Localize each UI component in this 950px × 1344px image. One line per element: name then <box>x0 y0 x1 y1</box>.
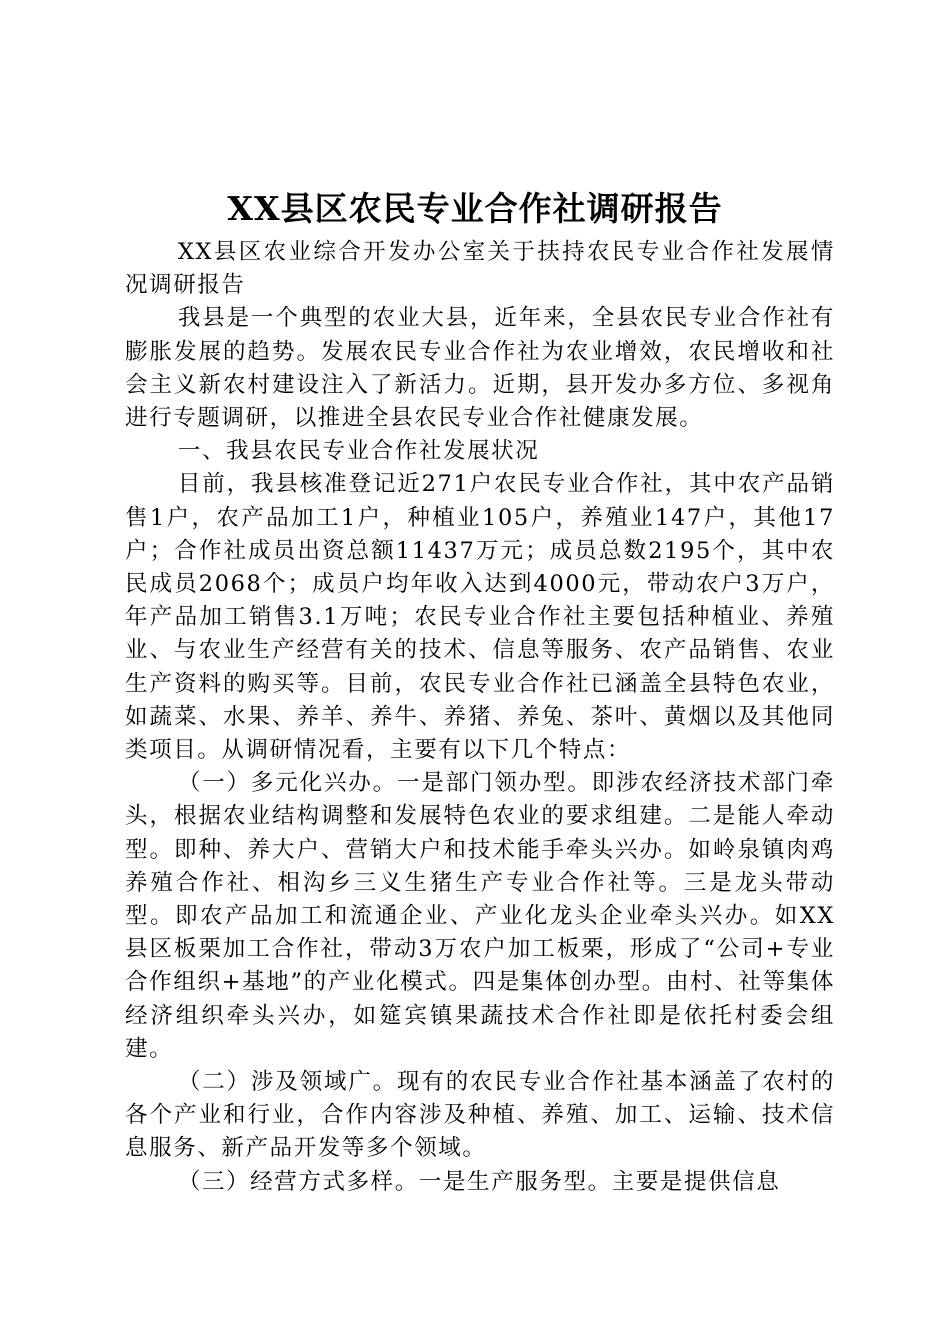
paragraph-intro: 我县是一个典型的农业大县，近年来，全县农民专业合作社有膨胀发展的趋势。发展农民专业合作社为农业增效，农民增收和社会主义新农村建设注入了新活力。近期，县开发办多方位、多视角进行专题调研，以推进全县农民专业合作社健康发展。 <box>125 305 835 432</box>
paragraph-feature-2: （二）涉及领域广。现有的农民专业合作社基本涵盖了农村的各个产业和行业，合作内容涉及种植、养殖、加工、运输、技术信息服务、新产品开发等多个领域。 <box>125 1069 835 1162</box>
document-title: XX县区农民专业合作社调研报告 <box>227 189 723 228</box>
document-body <box>125 236 835 1199</box>
section-heading-1: 一、我县农民专业合作社发展状况 <box>177 438 540 465</box>
paragraph-status: 目前，我县核准登记近271户农民专业合作社，其中农产品销售1户，农产品加工1户，种植业105户，养殖业147户，其他17户；合作社成员出资总额11437万元；成员总数2195个，其中农民成员2068个；成员户均年收入达到4000元，带动农户3万户，年产品加工销售3.1万吨；农民专业合作社主要包括种植业、养殖业、与农业生产经营有关的技术、信息等服务、农产品销售、农业生产资料的购买等。目前，农民专业合作社已涵盖全县特色农业，如蔬菜、水果、养羊、养牛、养猪、养兔、茶叶、黄烟以及其他同类项目。从调研情况看，主要有以下几个特点： <box>125 471 835 764</box>
paragraph-feature-3: （三）经营方式多样。一是生产服务型。主要是提供信息 <box>177 1168 781 1195</box>
paragraph-subtitle: XX县区农业综合开发办公室关于扶持农民专业合作社发展情况调研报告 <box>125 239 835 299</box>
paragraph-feature-1: （一）多元化兴办。一是部门领办型。即涉农经济技术部门牵头，根据农业结构调整和发展特色农业的要求组建。二是能人牵动型。即种、养大户、营销大户和技术能手牵头兴办。如岭泉镇肉鸡养殖合作社、相沟乡三义生猪生产专业合作社等。三是龙头带动型。即农产品加工和流通企业、产业化龙头企业牵头兴办。如XX县区板栗加工合作社，带动3万农户加工板栗，形成了“公司+专业合作组织+基地”的产业化模式。四是集体创办型。由村、社等集体经济组织牵头兴办，如筵宾镇果蔬技术合作社即是依托村委会组建。 <box>125 770 835 1062</box>
